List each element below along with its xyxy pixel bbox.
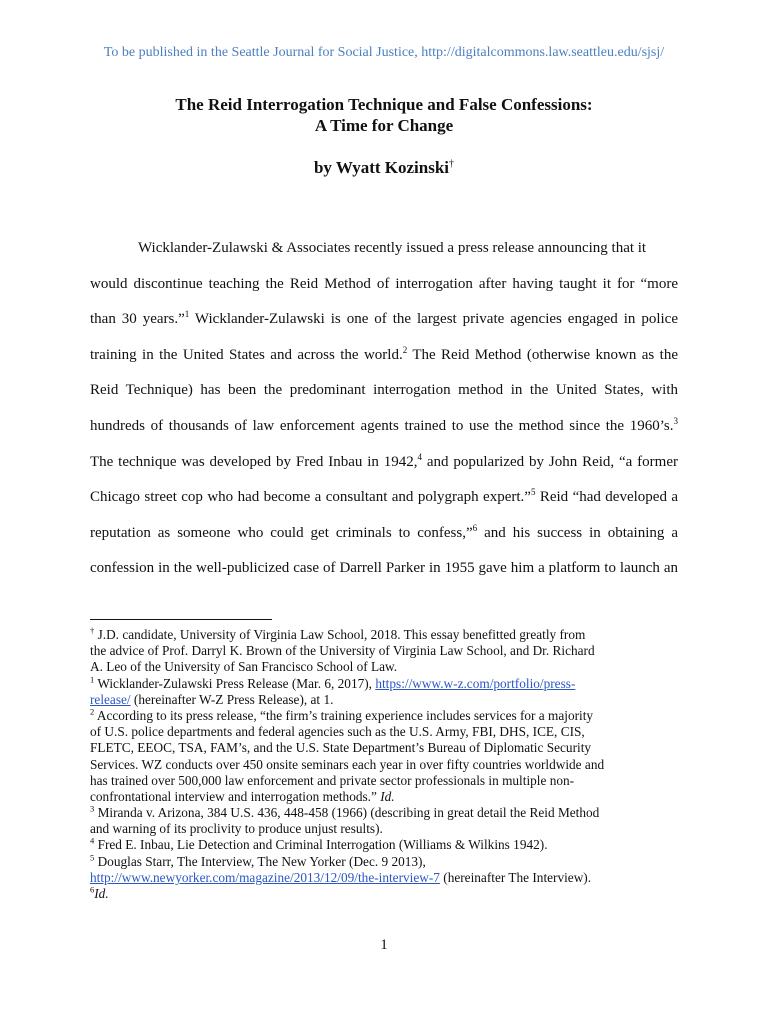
- body-line: [90, 551, 678, 587]
- page-number: 1: [380, 937, 388, 953]
- body-text-span: hundreds of thousands of law enforcement agents trained to use the method since the 1960’s.: [90, 417, 674, 434]
- body-text-span: training in the United States and across the world.: [90, 346, 403, 363]
- footnote-text: of U.S. police departments and federal agencies such as the U.S. Army, FBI, DHS, ICE, CIS,: [90, 724, 585, 740]
- footnotes-section: [90, 627, 680, 902]
- footnote-text: (hereinafter The Interview).: [439, 869, 592, 885]
- footnote-ref-6[interactable]: 6: [472, 522, 478, 533]
- journal-header: To be published in the Seattle Journal for Social Justice, http://digitalcommons.law.seattleu.edu/sjsj/: [103, 45, 665, 60]
- footnote-line: [90, 692, 680, 708]
- paper-title: [0, 94, 768, 136]
- footnote-ref-1[interactable]: 1: [184, 309, 190, 320]
- body-line: [90, 267, 678, 303]
- body-line: [90, 231, 678, 267]
- body-text-span: Chicago street cop who had become a consultant and polygraph expert.”: [90, 489, 531, 506]
- footnote-line: [90, 870, 680, 886]
- footnote-line: [90, 676, 680, 692]
- footnote-line: [90, 740, 680, 756]
- footnote-text: J.D. candidate, University of Virginia Law School, 2018. This essay benefitted greatly from: [94, 627, 586, 642]
- body-text-span: confession in the well-publicized case of Darrell Parker in 1955 gave him a platform to launch an: [90, 560, 678, 577]
- body-text-span: Reid “had developed a: [535, 489, 678, 506]
- footnote-text: the advice of Prof. Darryl K. Brown of the University of Virginia Law School, and Dr. Richard: [90, 643, 595, 659]
- footnote-text: Services. WZ conducts over 450 onsite seminars each year in over fifty countries worldwide and: [90, 756, 605, 772]
- press-release-link-continued[interactable]: release/: [90, 691, 131, 707]
- body-line: [90, 516, 678, 552]
- footnote-text: FLETC, EEOC, TSA, FAM’s, and the U.S. State Department’s Bureau of Diplomatic Security: [90, 740, 592, 756]
- body-text-span: Wicklander-Zulawski is one of the largest private agencies engaged in police: [189, 311, 678, 328]
- footnote-line: [90, 643, 680, 659]
- body-text-span: than 30 years.”: [90, 311, 185, 328]
- footnote-text: According to its press release, “the firm’s training experience includes services for a majority: [94, 707, 594, 723]
- body-text-span: Wicklander-Zulawski & Associates recently issued a press release announcing that it: [138, 240, 647, 256]
- body-line: [90, 338, 678, 374]
- footnote-line: [90, 805, 680, 821]
- title-line-1: The Reid Interrogation Technique and False Confessions:: [175, 95, 593, 114]
- footnote-text: Wicklander-Zulawski Press Release (Mar. 6, 2017),: [94, 675, 376, 691]
- footnote-line: [90, 627, 680, 643]
- body-line: [90, 409, 678, 445]
- footnote-mark: 3: [90, 803, 95, 814]
- body-line: [90, 445, 678, 481]
- footnote-text: has trained over 500,000 law enforcement and private sector professionals in multiple non-: [90, 772, 575, 788]
- footnote-mark: 4: [90, 836, 95, 847]
- footnote-mark: †: [90, 625, 95, 636]
- footnote-id-citation: Id.: [94, 886, 109, 901]
- footnote-text: (hereinafter W-Z Press Release), at 1.: [130, 691, 334, 707]
- footnote-text: A. Leo of the University of San Francisco School of Law.: [90, 659, 398, 675]
- body-text-span: and popularized by John Reid, “a former: [422, 453, 678, 470]
- footnote-line: [90, 724, 680, 740]
- footnote-ref-5[interactable]: 5: [530, 487, 536, 498]
- footnote-mark: 2: [90, 706, 95, 717]
- footnote-text: and warning of its proclivity to produce unjust results).: [90, 821, 383, 837]
- author-name: by Wyatt Kozinski: [313, 158, 450, 177]
- footnote-line: [90, 757, 680, 773]
- author-byline: [0, 158, 768, 178]
- footnote-text: Miranda v. Arizona, 384 U.S. 436, 448-458 (1966) (describing in great detail the Reid Method: [94, 805, 600, 821]
- footnote-line: [90, 886, 680, 902]
- new-yorker-link[interactable]: http://www.newyorker.com/magazine/2013/12/09/the-interview-7: [90, 869, 440, 885]
- body-line: [90, 480, 678, 516]
- footnote-line: [90, 789, 680, 805]
- title-line-2: A Time for Change: [314, 116, 454, 135]
- author-footnote-mark[interactable]: †: [449, 158, 455, 170]
- footnote-mark: 5: [90, 852, 95, 863]
- footnote-ref-4[interactable]: 4: [417, 451, 422, 462]
- body-text-span: and his success in obtaining a: [477, 524, 678, 541]
- footnote-line: [90, 773, 680, 789]
- footnote-line: [90, 708, 680, 724]
- footnote-divider: [90, 619, 272, 620]
- press-release-link[interactable]: https://www.w-z.com/portfolio/press-: [375, 675, 576, 691]
- footnote-ref-2[interactable]: 2: [402, 344, 408, 355]
- footnote-mark: 6: [90, 884, 95, 895]
- footnote-mark: 1: [90, 674, 95, 685]
- body-line: [90, 373, 678, 409]
- footnote-id-citation: Id.: [380, 788, 395, 804]
- footnote-text: confrontational interview and interrogation methods.”: [90, 788, 381, 804]
- footnote-line: [90, 821, 680, 837]
- footnote-line: [90, 854, 680, 870]
- footnote-ref-3[interactable]: 3: [673, 415, 678, 426]
- body-text-span: would discontinue teaching the Reid Method of interrogation after having taught it for “more: [90, 275, 678, 292]
- footnote-text: Fred E. Inbau, Lie Detection and Criminal Interrogation (Williams & Wilkins 1942).: [94, 837, 548, 853]
- body-text-span: Reid Technique) has been the predominant interrogation method in the United States, with: [90, 382, 678, 399]
- body-paragraph: [90, 231, 678, 587]
- footnote-line: [90, 837, 680, 853]
- footnote-text: Douglas Starr, The Interview, The New Yorker (Dec. 9 2013),: [94, 853, 426, 869]
- footnote-line: [90, 659, 680, 675]
- body-text-span: The Reid Method (otherwise known as the: [407, 346, 678, 363]
- body-line: [90, 302, 678, 338]
- body-text-span: reputation as someone who could get criminals to confess,”: [90, 524, 473, 541]
- body-text-span: The technique was developed by Fred Inbau in 1942,: [90, 453, 418, 470]
